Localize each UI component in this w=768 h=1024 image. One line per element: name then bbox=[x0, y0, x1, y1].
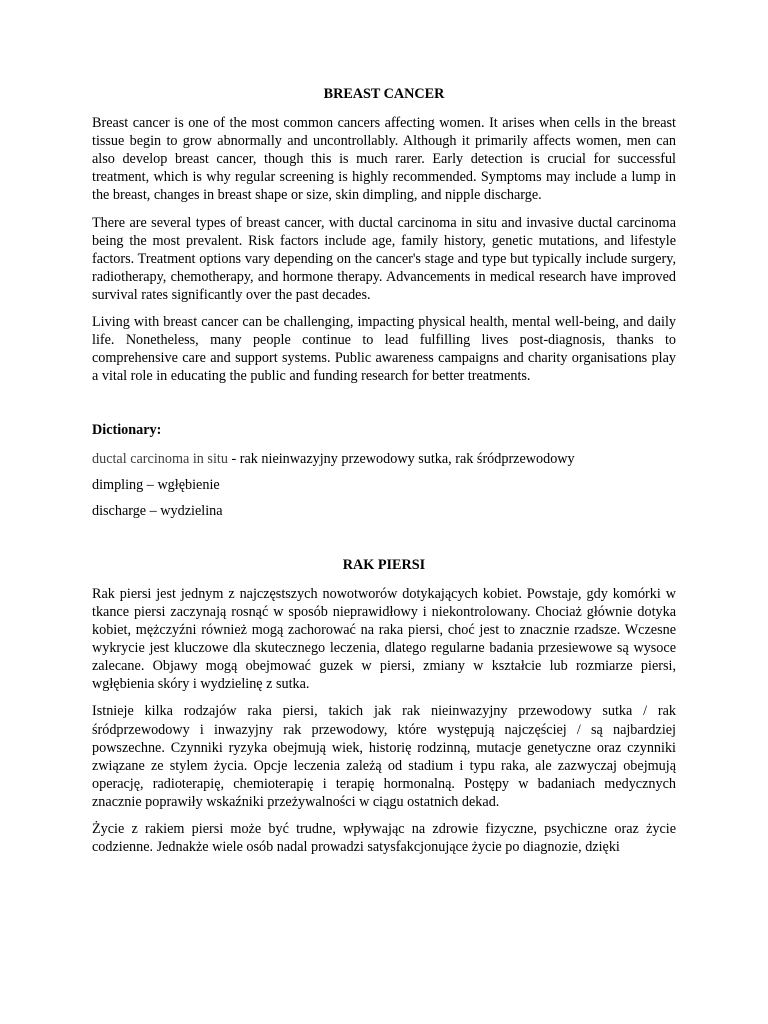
dictionary-term: ductal carcinoma in situ bbox=[92, 450, 228, 467]
dictionary-term: dimpling bbox=[92, 476, 144, 493]
dictionary-entry bbox=[92, 502, 676, 520]
english-paragraph-1: Breast cancer is one of the most common cancers affecting women. It arises when cells in the breast tissue begin to grow abnormally and uncontrollably. Although it primarily affects women, men can also develop breast cancer, though this is much rarer. Early detection is crucial for successful treatment, which is why regular screening is highly recommended. Symptoms may include a lump in the breast, changes in breast shape or size, skin dimpling, and nipple discharge. bbox=[92, 115, 676, 204]
dictionary-term: discharge bbox=[92, 502, 147, 519]
english-title: BREAST CANCER bbox=[323, 86, 445, 102]
english-paragraph-3: Living with breast cancer can be challenging, impacting physical health, mental well-being, and daily life. Nonetheless, many people continue to lead fulfilling lives post-diagnosis, thanks to comprehensive care and support systems. Public awareness campaigns and charity organisations play a vital role in educating the public and funding research for better treatments. bbox=[92, 314, 676, 385]
dictionary-translation: wgłębienie bbox=[157, 476, 220, 493]
polish-paragraph-1: Rak piersi jest jednym z najczęstszych nowotworów dotykających kobiet. Powstaje, gdy komórki w tkance piersi zaczynają rosnąć w sposób nieprawidłowy i niekontrolowany. Chociaż głównie dotyka kobiet, mężczyźni również mogą zachorować na raka piersi, choć jest to znacznie rzadsze. Wczesne wykrycie jest kluczowe dla skutecznego leczenia, dlatego regularne badania przesiewowe są wysoce zalecane. Objawy mogą obejmować guzek w piersi, zmiany w kształcie lub rozmiarze piersi, wgłębienia skóry i wydzielinę z sutka. bbox=[92, 585, 676, 693]
dictionary-separator: – bbox=[143, 476, 158, 493]
dictionary-entry bbox=[92, 476, 676, 494]
dictionary-translation: wydzielina bbox=[160, 502, 223, 519]
dictionary-separator: – bbox=[146, 502, 161, 519]
dictionary-translation: rak nieinwazyjny przewodowy sutka, rak śródprzewodowy bbox=[239, 450, 575, 467]
dictionary-separator: - bbox=[227, 450, 240, 467]
polish-paragraph-2: Istnieje kilka rodzajów raka piersi, takich jak rak nieinwazyjny przewodowy sutka / rak śródprzewodowy i inwazyjny rak przewodowy, które występują najczęściej / są najbardziej powszechne. Czynniki ryzyka obejmują wiek, historię rodzinną, mutacje genetyczne oraz czynniki związane ze stylem życia. Opcje leczenia zależą od stadium i typu raka, ale zazwyczaj obejmują operację, radioterapię, chemioterapię i terapię hormonalną. Postępy w badaniach medycznych znacznie poprawiły wskaźniki przeżywalności w ciągu ostatnich dekad. bbox=[92, 703, 676, 810]
polish-paragraph-3: Życie z rakiem piersi może być trudne, wpływając na zdrowie fizyczne, psychiczne oraz życie codzienne. Jednakże wiele osób nadal prowadzi satysfakcjonujące życie po diagnozie, dzięki bbox=[92, 821, 676, 856]
dictionary-entry bbox=[92, 450, 676, 468]
dictionary-heading: Dictionary: bbox=[92, 422, 162, 439]
english-paragraph-2: There are several types of breast cancer, with ductal carcinoma in situ and invasive ductal carcinoma being the most prevalent. Risk factors include age, family history, genetic mutations, and lifestyle factors. Treatment options vary depending on the cancer's stage and type but typically include surgery, radiotherapy, chemotherapy, and hormone therapy. Advancements in medical research have improved survival rates significantly over the past decades. bbox=[92, 214, 676, 303]
document-body bbox=[92, 85, 676, 865]
polish-title: RAK PIERSI bbox=[342, 556, 426, 573]
